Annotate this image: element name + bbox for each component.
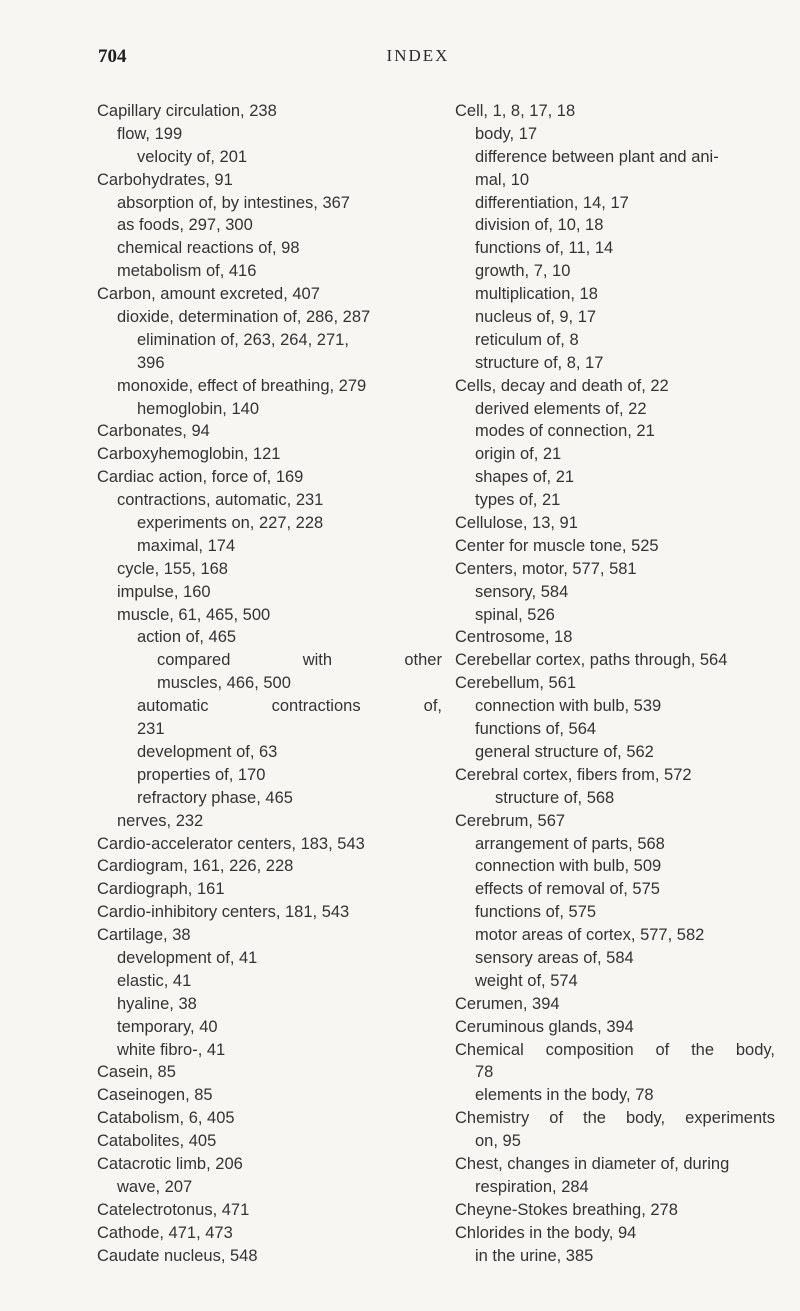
index-entry: Cellulose, 13, 91 xyxy=(455,514,578,533)
index-entry: Cardiac action, force of, 169 xyxy=(97,468,304,487)
index-entry: Cartilage, 38 xyxy=(97,926,191,945)
index-entry: structure of, 568 xyxy=(495,788,615,807)
index-entry-word: of, xyxy=(423,697,442,716)
index-entry: 231 xyxy=(137,720,165,739)
index-entry: derived elements of, 22 xyxy=(475,399,647,418)
index-entry: functions of, 564 xyxy=(475,720,597,739)
index-entry: multiplication, 18 xyxy=(475,285,598,304)
index-entry: Caudate nucleus, 548 xyxy=(97,1246,258,1265)
index-entry: Cheyne-Stokes breathing, 278 xyxy=(455,1200,678,1219)
index-entry: wave, 207 xyxy=(117,1177,193,1196)
index-entry: absorption of, by intestines, 367 xyxy=(117,193,350,212)
index-entry: monoxide, effect of breathing, 279 xyxy=(117,376,367,395)
page-number: 704 xyxy=(98,46,127,67)
index-entry: metabolism of, 416 xyxy=(117,262,257,281)
index-entry: sensory, 584 xyxy=(475,582,569,601)
index-entry: Casein, 85 xyxy=(97,1063,176,1082)
index-entry-word: automatic xyxy=(137,697,209,716)
index-entry-word: body, xyxy=(625,1109,666,1128)
index-entry: connection with bulb, 539 xyxy=(475,697,662,716)
index-entry: division of, 10, 18 xyxy=(475,216,604,235)
index-entry-word: of xyxy=(655,1040,670,1059)
index-entry: in the urine, 385 xyxy=(475,1246,594,1265)
index-entry: shapes of, 21 xyxy=(475,468,575,487)
index-entry: muscles, 466, 500 xyxy=(157,674,291,693)
index-entry: muscle, 61, 465, 500 xyxy=(117,605,271,624)
index-entry: velocity of, 201 xyxy=(137,147,248,166)
index-entry: Cardio-inhibitory centers, 181, 543 xyxy=(97,903,350,922)
page-header xyxy=(98,46,738,76)
index-entry: structure of, 8, 17 xyxy=(475,353,604,372)
index-entry: types of, 21 xyxy=(475,491,561,510)
index-entry: flow, 199 xyxy=(117,124,183,143)
index-entry: Catacrotic limb, 206 xyxy=(97,1154,243,1173)
index-entry: reticulum of, 8 xyxy=(475,330,579,349)
index-entry: spinal, 526 xyxy=(475,605,555,624)
index-entry: as foods, 297, 300 xyxy=(117,216,253,235)
index-entry: nerves, 232 xyxy=(117,811,204,830)
index-entry: motor areas of cortex, 577, 582 xyxy=(475,926,705,945)
index-entry: Cerebrum, 567 xyxy=(455,811,566,830)
index-entry: hemoglobin, 140 xyxy=(137,399,260,418)
index-entry: Chlorides in the body, 94 xyxy=(455,1223,637,1242)
index-entry: Cells, decay and death of, 22 xyxy=(455,376,669,395)
index-entry: cycle, 155, 168 xyxy=(117,559,228,578)
index-entry: Cell, 1, 8, 17, 18 xyxy=(455,102,576,120)
index-entry: Cathode, 471, 473 xyxy=(97,1223,233,1242)
index-entry: chemical reactions of, 98 xyxy=(117,239,300,258)
index-entry-word: Chemistry xyxy=(455,1109,530,1128)
index-entry: action of, 465 xyxy=(137,628,237,647)
index-entry: Catabolites, 405 xyxy=(97,1132,217,1151)
index-entry-word: experiments xyxy=(685,1109,775,1128)
index-entry-word: the xyxy=(583,1109,606,1128)
index-entry: Carbohydrates, 91 xyxy=(97,170,233,189)
index-entry-word: with xyxy=(302,651,333,670)
index-entry: Caseinogen, 85 xyxy=(97,1086,213,1105)
index-entry: growth, 7, 10 xyxy=(475,262,571,281)
index-entry: general structure of, 562 xyxy=(475,742,654,761)
index-entry: contractions, automatic, 231 xyxy=(117,491,324,510)
index-entry: refractory phase, 465 xyxy=(137,788,293,807)
index-entry: Cardio-accelerator centers, 183, 543 xyxy=(97,834,365,853)
index-entry-word: composition xyxy=(545,1040,634,1059)
index-entry: properties of, 170 xyxy=(137,765,266,784)
index-entry: experiments on, 227, 228 xyxy=(137,514,324,533)
index-entry: functions of, 11, 14 xyxy=(475,239,614,258)
index-entry: elastic, 41 xyxy=(117,971,192,990)
index-entry: 78 xyxy=(475,1063,494,1082)
index-entry: Centers, motor, 577, 581 xyxy=(455,559,637,578)
index-entry xyxy=(97,695,442,718)
index-entry: Cardiograph, 161 xyxy=(97,880,225,899)
index-entry: development of, 63 xyxy=(137,742,278,761)
index-entry: elimination of, 263, 264, 271, xyxy=(137,330,349,349)
index-entry: Capillary circulation, 238 xyxy=(97,102,277,120)
index-entry: Center for muscle tone, 525 xyxy=(455,536,659,555)
index-entry xyxy=(97,649,442,672)
index-entry: functions of, 575 xyxy=(475,903,597,922)
index-entry xyxy=(455,1039,775,1062)
index-entry: dioxide, determination of, 286, 287 xyxy=(117,308,371,327)
index-entry-word: body, xyxy=(735,1040,775,1059)
index-entry: Catabolism, 6, 405 xyxy=(97,1109,235,1128)
running-head: INDEX xyxy=(386,46,450,65)
index-entry: elements in the body, 78 xyxy=(475,1086,654,1105)
index-entry: 396 xyxy=(137,353,165,372)
index-entry-word: compared xyxy=(157,651,231,670)
index-entry: Cerebellum, 561 xyxy=(455,674,577,693)
index-entry: effects of removal of, 575 xyxy=(475,880,660,899)
index-entry: arrangement of parts, 568 xyxy=(475,834,665,853)
index-entry: temporary, 40 xyxy=(117,1017,218,1036)
index-entry: weight of, 574 xyxy=(475,971,578,990)
index-entry: modes of connection, 21 xyxy=(475,422,655,441)
index-entry: Cerebral cortex, fibers from, 572 xyxy=(455,765,692,784)
index-entry: nucleus of, 9, 17 xyxy=(475,308,597,327)
index-entry xyxy=(455,1107,775,1130)
index-entry-word: the xyxy=(691,1040,715,1059)
index-entry: impulse, 160 xyxy=(117,582,211,601)
index-entry: differentiation, 14, 17 xyxy=(475,193,629,212)
index-entry: Cerebellar cortex, paths through, 564 xyxy=(455,651,728,670)
index-entry-word: of xyxy=(549,1109,564,1128)
index-entry: white fibro-, 41 xyxy=(117,1040,226,1059)
index-entry: Cerumen, 394 xyxy=(455,994,560,1013)
index-entry: connection with bulb, 509 xyxy=(475,857,662,876)
index-column-right xyxy=(455,100,775,1267)
index-entry: Carboxyhemoglobin, 121 xyxy=(97,445,281,464)
index-entry-word: contractions xyxy=(271,697,361,716)
index-entry: respiration, 284 xyxy=(475,1177,589,1196)
index-entry: origin of, 21 xyxy=(475,445,562,464)
index-entry: mal, 10 xyxy=(475,170,530,189)
index-entry: Cardiogram, 161, 226, 228 xyxy=(97,857,294,876)
index-entry: Catelectrotonus, 471 xyxy=(97,1200,250,1219)
index-entry: on, 95 xyxy=(475,1132,521,1151)
index-entry: hyaline, 38 xyxy=(117,994,197,1013)
index-entry: development of, 41 xyxy=(117,948,258,967)
index-entry: Ceruminous glands, 394 xyxy=(455,1017,634,1036)
index-entry: Carbonates, 94 xyxy=(97,422,210,441)
index-entry: Chest, changes in diameter of, during xyxy=(455,1154,730,1173)
index-entry-word: other xyxy=(404,651,442,670)
index-entry: body, 17 xyxy=(475,124,538,143)
index-entry: Centrosome, 18 xyxy=(455,628,573,647)
index-entry: maximal, 174 xyxy=(137,536,236,555)
index-entry: difference between plant and ani- xyxy=(475,147,719,166)
index-entry: Carbon, amount excreted, 407 xyxy=(97,285,320,304)
index-column-left xyxy=(97,100,442,1267)
index-entry-word: Chemical xyxy=(455,1040,524,1059)
index-entry: sensory areas of, 584 xyxy=(475,948,634,967)
